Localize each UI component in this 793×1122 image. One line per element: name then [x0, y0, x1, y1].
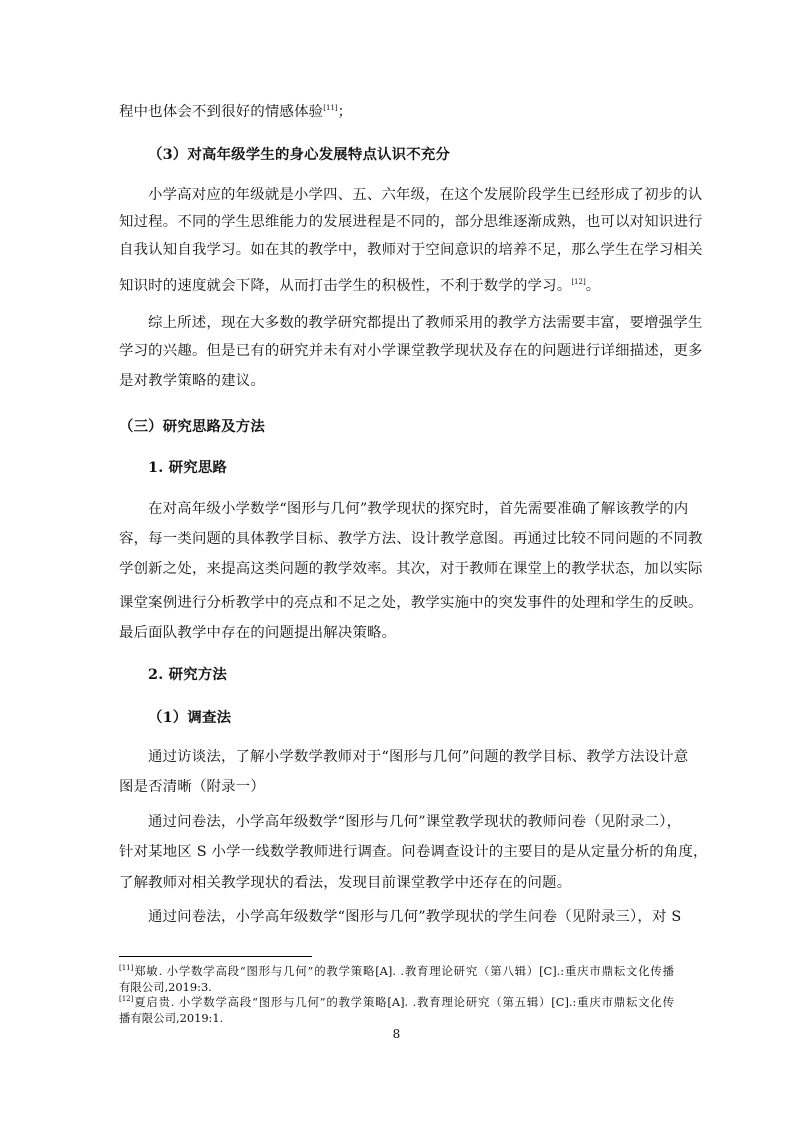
paragraph-line: 知过程。不同的学生思维能力的发展进程是不同的，部分思维逐渐成熟，也可以对知识进行 — [119, 214, 703, 230]
paragraph-line: 了解教师对相关教学现状的看法，发现目前课堂教学中还存在的问题。 — [119, 875, 572, 891]
footnote-line: 播有限公司,2019:1. — [119, 1011, 224, 1025]
footnote-mark: [12] — [119, 995, 134, 1004]
paragraph-line: 通过访谈法，了解小学数学教师对于“图形与几何”问题的教学目标、教学方法设计意 — [148, 749, 689, 765]
footnote-line: [12]夏启贵. 小学数学高段“图形与几何”的教学策略[A]. .教育理论研究（第五辑）[C].:重庆市鼎耘文化传 — [119, 995, 674, 1009]
citation-mark: [11] — [323, 104, 338, 113]
footnote-line: [11]郑敏. 小学数学高段“图形与几何”的教学策略[A]. .教育理论研究（第八辑）[C].:重庆市鼎耘文化传播 — [119, 964, 674, 978]
footnote-separator — [119, 956, 312, 957]
section-heading: （三）研究思路及方法 — [119, 418, 265, 435]
paragraph-line: 学习的兴趣。但是已有的研究并未有对小学课堂教学现状及存在的问题进行详细描述，更多 — [119, 343, 703, 359]
paragraph-line: 程中也体会不到很好的情感体验[11]； — [119, 104, 353, 120]
paragraph-line: 图是否清晰（附录一） — [119, 779, 265, 795]
citation-mark: [12] — [571, 278, 586, 287]
paragraph-line: 小学高对应的年级就是小学四、五、六年级，在这个发展阶段学生已经形成了初步的认 — [148, 187, 703, 203]
paragraph-line: 综上所述，现在大多数的教学研究都提出了教师采用的教学方法需要丰富，要增强学生 — [148, 315, 703, 331]
paragraph-line: 课堂案例进行分析教学中的亮点和不足之处，教学实施中的突发事件的处理和学生的反映。 — [119, 595, 703, 611]
paragraph-line: 学创新之处，来提高这类问题的教学效率。其次，对于教师在课堂上的教学状态，加以实际 — [119, 561, 703, 577]
paragraph-line: 自我认知自我学习。如在其的教学中，教师对于空间意识的培养不足，那么学生在学习相关 — [119, 242, 703, 258]
paragraph-line: 容，每一类问题的具体教学目标、教学方法、设计教学意图。再通过比较不同问题的不同教 — [119, 531, 703, 547]
page-number: 8 — [392, 1027, 401, 1041]
paragraph-line: 知识时的速度就会下降，从而打击学生的积极性，不利于数学的学习。[12]。 — [119, 278, 601, 294]
section-heading: （3）对高年级学生的身心发展特点认识不充分 — [148, 146, 451, 163]
paragraph-line: 通过问卷法，小学高年级数学“图形与几何”课堂教学现状的教师问卷（见附录二）， — [148, 814, 682, 830]
section-heading: 1. 研究思路 — [148, 459, 227, 476]
paragraph-line: 最后面队教学中存在的问题提出解决策略。 — [119, 625, 397, 641]
paragraph-line: 在对高年级小学数学“图形与几何”教学现状的探究时，首先需要准确了解该教学的内 — [148, 501, 689, 517]
paragraph-line: 针对某地区 S 小学一线数学教师进行调查。问卷调查设计的主要目的是从定量分析的角度， — [119, 844, 708, 860]
section-heading: （1）调查法 — [148, 709, 232, 726]
section-heading: 2. 研究方法 — [148, 666, 227, 683]
paragraph-line: 通过问卷法，小学高年级数学“图形与几何”教学现状的学生问卷（见附录三），对 S — [148, 909, 682, 925]
paragraph-line: 是对教学策略的建议。 — [119, 373, 265, 389]
footnote-mark: [11] — [119, 964, 134, 973]
footnote-line: 有限公司,2019:3. — [119, 980, 212, 994]
